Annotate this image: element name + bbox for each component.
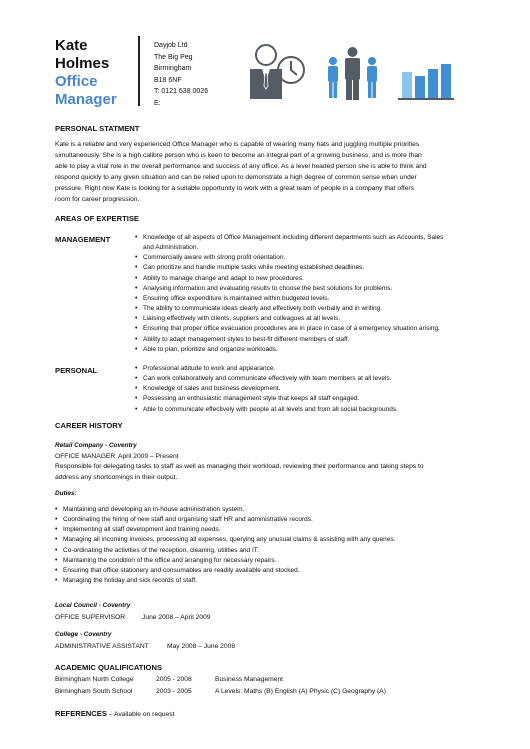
statement-line: pressure. Right now Kate is looking for a suitable opportunity to work with a great team of people in a company that offers: [55, 185, 414, 192]
job-entry: [55, 641, 235, 652]
list-item: • Managing all incoming invoices, processing all expenses, querying any unusual claims & assisting with any queries.: [55, 535, 495, 545]
team-people-icon: [325, 46, 380, 102]
job-description: [55, 461, 495, 483]
address-line: B18 6NF: [154, 76, 182, 84]
job-role: OFFICE MANAGER: [55, 453, 116, 460]
statement-line: room for career progression.: [55, 196, 140, 203]
list-item: • Knowledge of all aspects of Office Management including different departments such as Accounts, Sales: [135, 233, 500, 243]
qualification-years: 2005 - 2008: [156, 676, 192, 683]
list-item: • Able to plan, prioritize and organize workloads.: [135, 345, 500, 355]
duties-list: [55, 505, 495, 586]
list-item: • Knowledge of sales and business development.: [135, 384, 500, 394]
list-item: • The ability to communicate ideas clearly and effectively both verbally and in writing.: [135, 304, 500, 314]
list-item: • Co-ordinating the activities of the reception, cleaning, utilities and IT.: [55, 546, 495, 556]
list-item: • Commercially aware with strong profit orientation.: [135, 253, 500, 263]
description-line: Responsible for delegating tasks to staff as well as managing their workload, reviewing their performance and taking steps to: [55, 463, 424, 470]
qualification-row: [55, 686, 386, 697]
job-dates: April 2009 – Present: [118, 453, 179, 460]
job-title-line-2: Manager: [55, 91, 117, 108]
qualification-subject: Business Management: [215, 676, 284, 683]
address-line: Dayjob Ltd: [154, 42, 188, 49]
list-item: • Ability to adapt management styles to best-fit different members of staff.: [135, 335, 500, 345]
personal-statement-heading: PERSONAL STATMENT: [55, 124, 140, 133]
references-label: REFERENCES: [55, 709, 107, 718]
academic-heading: ACADEMIC QUALIFICATIONS: [55, 663, 163, 672]
personal-statement-text: [55, 139, 495, 205]
school-name: Birmingham South School: [55, 688, 133, 695]
bar-chart-icon: [398, 56, 454, 102]
job-dates: May 2008 – June 2008: [167, 643, 236, 650]
job-title-line-1: Office: [55, 73, 98, 90]
job-entry: [55, 612, 210, 623]
personal-label: PERSONAL: [55, 366, 98, 375]
candidate-name: [55, 37, 117, 109]
list-item: • Ability to manage change and adapt to new procedures.: [135, 274, 500, 284]
list-item: • Maintaining the condition of the office and arranging for necessary repairs.: [55, 556, 495, 566]
list-item: • Ensuring that proper office evacuation procedures are in place in case of a emergency situation arising.: [135, 324, 500, 334]
list-item: • Able to communicate effectively with people at all levels and from all social backgrounds.: [135, 405, 500, 415]
company-name: Local Council - Coventry: [55, 602, 131, 609]
list-item: • Analysing information and evaluating results to choose the best solutions for problems.: [135, 284, 500, 294]
statement-line: simultaneously. She is a high calibre person who is keen to become an integral part of a growing business, and is more than: [55, 152, 422, 159]
list-item: • Managing the holiday and sick records of staff.: [55, 576, 495, 586]
list-item: and Administration.: [143, 244, 199, 252]
management-label: MANAGEMENT: [55, 235, 111, 244]
qualification-subject: A Levels: Maths (B) English (A) Physic (C) Geography (A): [215, 688, 386, 695]
list-item: • Coordinating the hiring of new staff and organising staff HR and administrative records.: [55, 515, 495, 525]
list-item: • Implementing all staff development and training needs.: [55, 525, 495, 535]
references-line: [55, 708, 174, 720]
businessman-clock-icon: [246, 42, 308, 100]
address-line: The Big Peg: [154, 53, 193, 61]
list-item: • Ensuring office expenditure is maintained within budgeted levels.: [135, 294, 500, 304]
statement-line: Kate is a reliable and very experienced Office Manager who is capable of wearing many hats and juggling multiple priorities: [55, 141, 420, 148]
job-dates: June 2008 – April 2009: [142, 614, 211, 621]
statement-line: able to play a vital role in the overall performance and success of any office. As a level headed person she is able to think and: [55, 163, 427, 170]
address-line: Birmingham: [154, 65, 192, 72]
list-item: • Professional attitude to work and appearance.: [135, 364, 500, 374]
list-item: • Can work collaboratively and communicate effectively with team members at all levels.: [135, 374, 500, 384]
duties-label: Duties:: [55, 490, 77, 497]
list-item: • Maintaining and developing an in-house administration system.: [55, 505, 495, 515]
phone-line: T: 0121 638 0026: [154, 88, 209, 95]
list-item: • Can prioritize and handle multiple tasks while meeting established deadlines.: [135, 263, 500, 273]
statement-line: respond quickly to any given situation and can be relied upon to demonstrate a high degree of common sense when under: [55, 174, 417, 181]
personal-list: [135, 364, 500, 415]
management-list: [135, 233, 500, 355]
contact-address: [154, 40, 208, 109]
list-item: • Liaising effectively with clients, suppliers and colleagues at all levels.: [135, 314, 500, 324]
qualification-row: [55, 674, 283, 685]
job-role: ADMINISTRATIVE ASSISTANT: [55, 643, 149, 650]
list-item: • Possessing an enthusiastic management style that keeps all staff engaged.: [135, 394, 500, 404]
company-name: College - Coventry: [55, 631, 112, 638]
expertise-heading: AREAS OF EXPERTISE: [55, 214, 139, 223]
qualification-years: 2003 - 2005: [156, 688, 192, 695]
school-name: Birmingham North College: [55, 676, 134, 683]
job-role: OFFICE SUPERVISOR: [55, 614, 126, 621]
career-heading: CAREER HISTORY: [55, 421, 123, 430]
header-divider: [138, 36, 140, 106]
email-line: E:: [154, 99, 161, 107]
last-name: Holmes: [55, 55, 110, 72]
references-text: – Available on request: [108, 711, 175, 718]
first-name: Kate: [55, 37, 88, 54]
description-line: address any shortcomings in their output.: [55, 474, 178, 481]
list-item: • Ensuring that office stationery and consumables are readily available and stocked.: [55, 566, 495, 576]
company-name: Retail Company - Coventry: [55, 442, 137, 449]
